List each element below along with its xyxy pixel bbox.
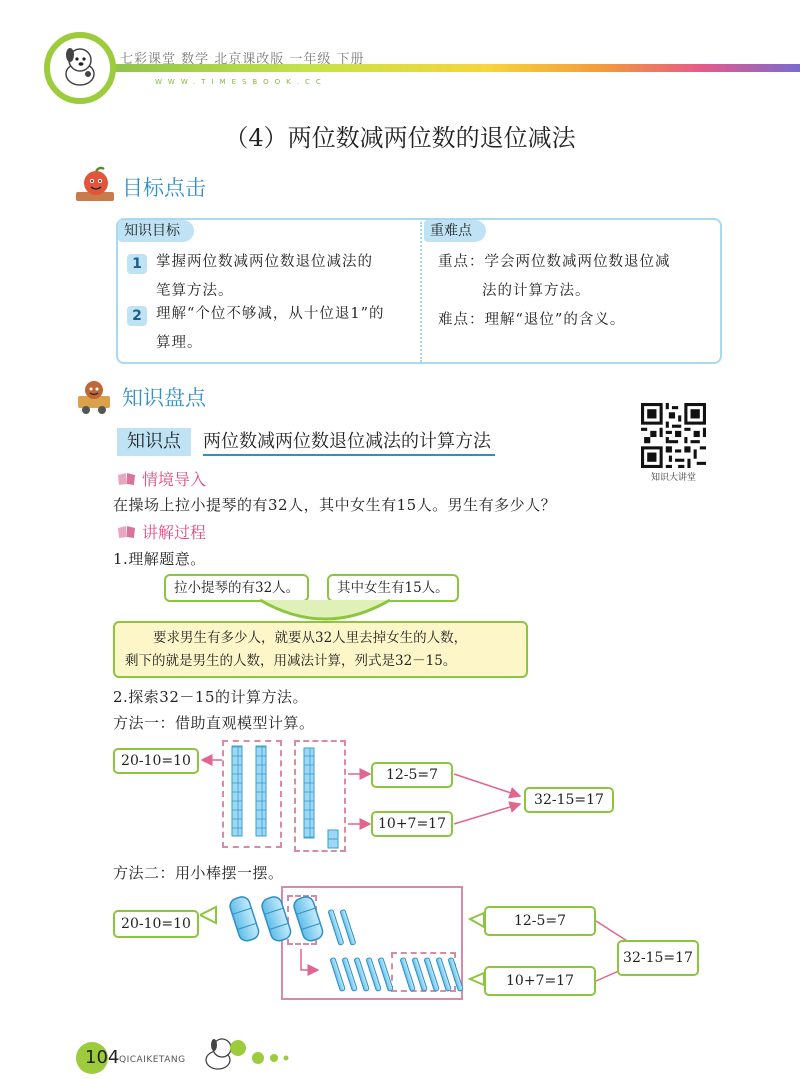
goal-number-badge: 2 xyxy=(127,306,147,326)
key-point-line1: 重点：学会两位数减两位数退位减 xyxy=(438,254,671,270)
goals-divider xyxy=(420,222,422,362)
explain-line1: 要求男生有多少人，就要从32人里去掉女生的人数， xyxy=(153,630,468,646)
hard-point-line: 难点：理解“退位”的含义。 xyxy=(438,312,626,328)
explain-box xyxy=(113,621,528,678)
m1-eq-ones: 12-5=7 xyxy=(371,762,453,788)
scenario-text: 在操场上拉小提琴的有32人，其中女生有15人。男生有多少人？ xyxy=(113,496,557,514)
m2-eq-tens: 20-10=10 xyxy=(113,910,199,938)
knowledge-goal-tag: 知识目标 xyxy=(118,220,194,242)
qr-code-icon[interactable] xyxy=(641,403,706,468)
goal-1-text xyxy=(156,248,373,306)
key-point-text xyxy=(438,248,671,335)
header-title: 七彩课堂 数学 北京课改版 一年级 下册 xyxy=(120,52,365,67)
scenario-title: 情境导入 xyxy=(142,470,207,489)
explain-line2: 剩下的就是男生的人数，用减法计算，列式是32－15。 xyxy=(125,653,457,669)
knowledge-point-title: 两位数减两位数退位减法的计算方法 xyxy=(203,428,495,456)
goal-1-line1: 掌握两位数减两位数退位减法的 xyxy=(156,254,373,270)
bubble-girls: 其中女生有15人。 xyxy=(327,574,459,602)
method1-text: 方法一：借助直观模型计算。 xyxy=(113,714,315,732)
m1-eq-tens: 20-10=10 xyxy=(113,748,199,774)
train-mascot-icon xyxy=(74,378,116,416)
section-title-review: 知识盘点 xyxy=(122,386,206,410)
m2-eq-result: 32-15=17 xyxy=(617,940,699,976)
book-icon xyxy=(117,472,137,486)
page-number: 104 xyxy=(85,1047,120,1068)
step2-text: 2.探索32－15的计算方法。 xyxy=(113,688,308,706)
book-icon xyxy=(117,525,137,539)
key-point-line2: 法的计算方法。 xyxy=(482,283,591,299)
m2-eq-ones: 12-5=7 xyxy=(484,906,596,936)
footer-brand: QICAIKETANG xyxy=(119,1055,186,1065)
goal-2-line2: 算理。 xyxy=(156,335,203,351)
knowledge-point-tag: 知识点 xyxy=(117,428,191,456)
method2-text: 方法二：用小棒摆一摆。 xyxy=(113,864,284,882)
apple-mascot-icon xyxy=(74,166,116,204)
bubble-total: 拉小提琴的有32人。 xyxy=(164,574,309,602)
mascot-dog-icon xyxy=(44,32,116,104)
m1-eq-sum: 10+7=17 xyxy=(371,811,453,837)
m2-eq-sum: 10+7=17 xyxy=(484,966,596,996)
goal-2-line1: 理解“个位不够减，从十位退1”的 xyxy=(156,306,385,322)
difficulty-tag: 重难点 xyxy=(424,220,486,242)
goal-2-text xyxy=(156,300,385,358)
goal-number-badge: 1 xyxy=(127,254,147,274)
qr-caption: 知识大讲堂 xyxy=(650,473,696,483)
process-title: 讲解过程 xyxy=(142,523,207,542)
step1-text: 1.理解题意。 xyxy=(113,550,206,568)
goal-1-line2: 笔算方法。 xyxy=(156,283,234,299)
page-title: （4）两位数减两位数的退位减法 xyxy=(224,124,576,152)
footer-mascot-icon xyxy=(198,1036,298,1072)
section-title-goals: 目标点击 xyxy=(122,176,206,200)
m1-eq-result: 32-15=17 xyxy=(524,787,614,813)
header-url: WWW.TIMESBOOK.CC xyxy=(155,78,327,86)
